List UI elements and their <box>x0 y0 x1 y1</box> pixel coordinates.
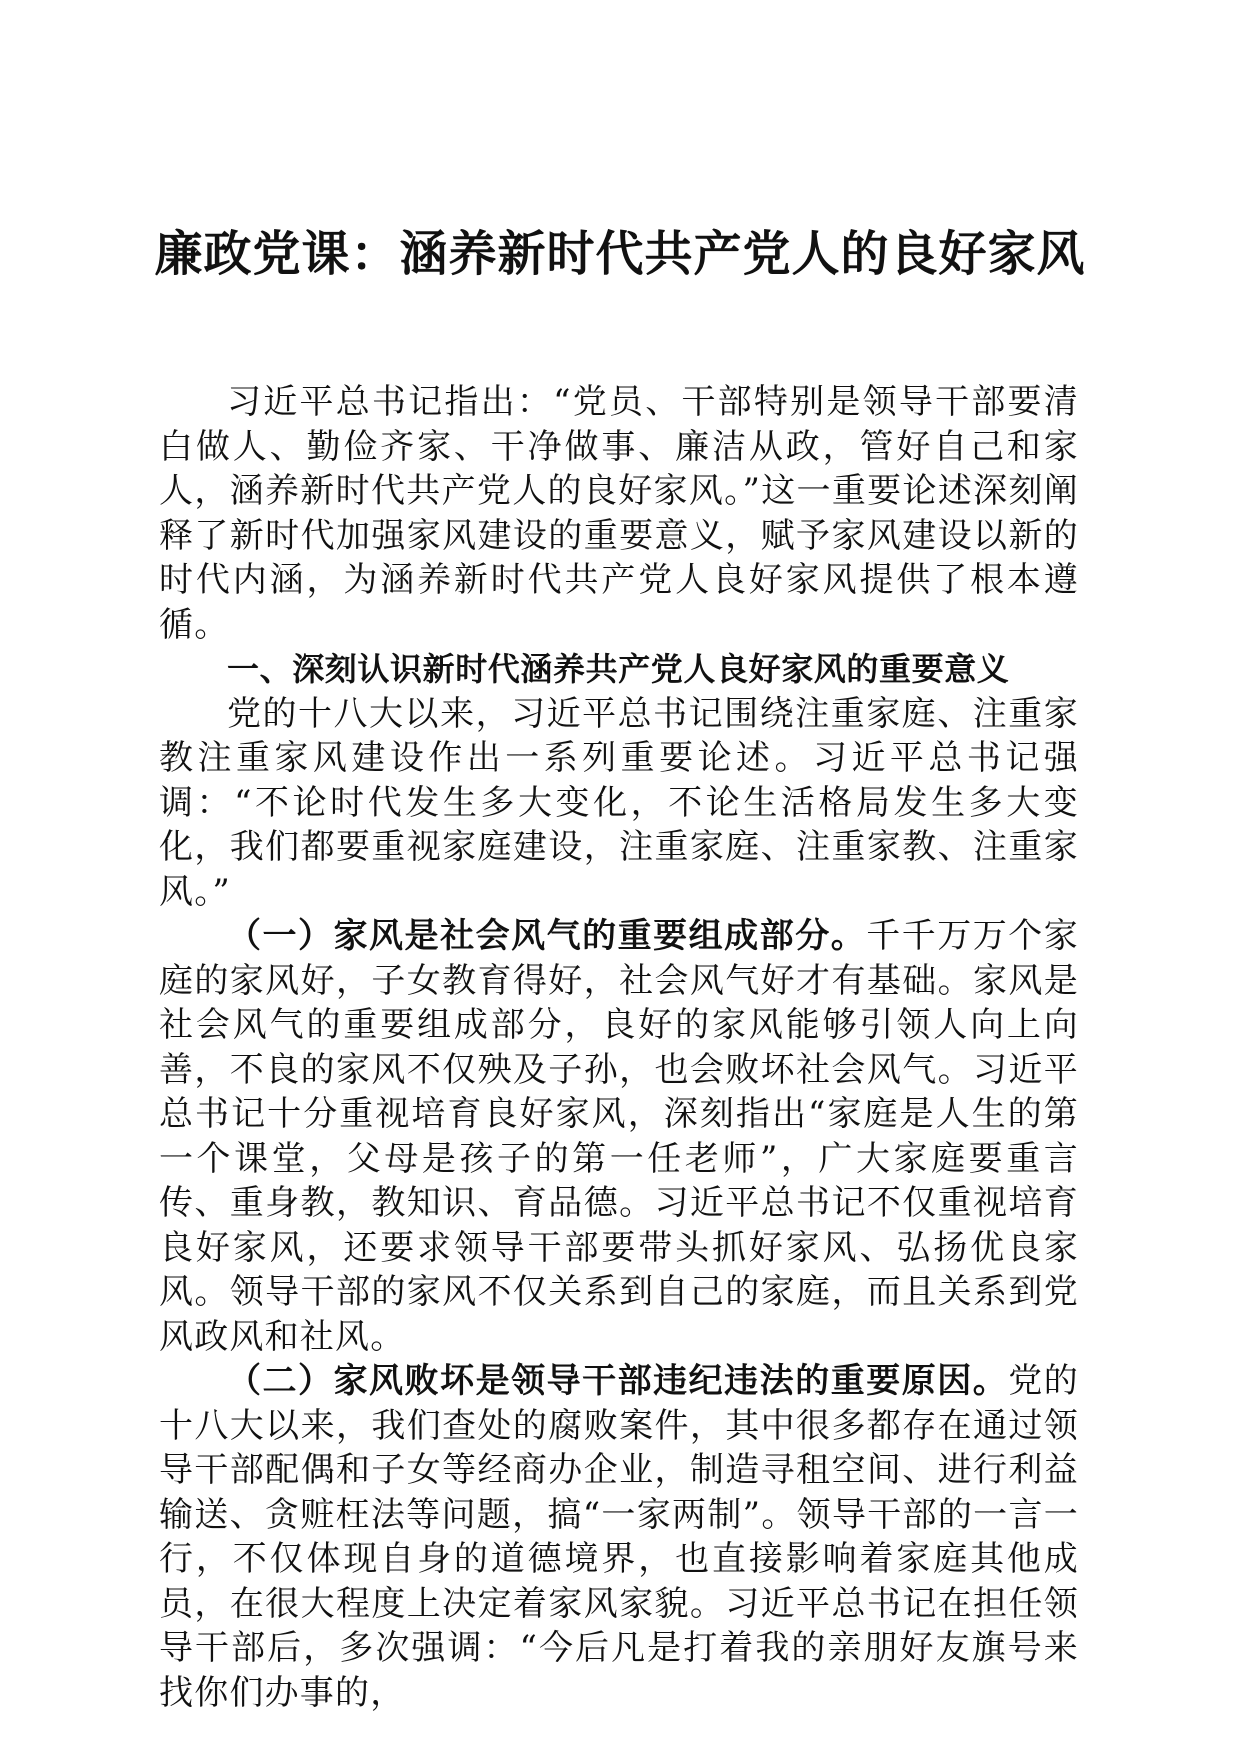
subsection-1-lead: （一）家风是社会风气的重要组成部分。 <box>227 916 867 956</box>
subsection-1-paragraph <box>159 914 1079 1359</box>
subsection-2-lead: （二）家风败坏是领导干部违纪违法的重要原因。 <box>227 1361 1009 1401</box>
section-1-paragraph: 党的十八大以来，习近平总书记围绕注重家庭、注重家教注重家风建设作出一系列重要论述。习近平总书记强调：“不论时代发生多大变化，不论生活格局发生多大变化，我们都要重视家庭建设，注重家庭、注重家教、注重家风。” <box>159 693 1079 912</box>
intro-paragraph: 习近平总书记指出：“党员、干部特别是领导干部要清白做人、勤俭齐家、干净做事、廉洁从政，管好自己和家人，涵养新时代共产党人的良好家风。”这一重要论述深刻阐释了新时代加强家风建设的重要意义，赋予家风建设以新的时代内涵，为涵养新时代共产党人良好家风提供了根本遵循。 <box>159 382 1079 645</box>
subsection-2-paragraph <box>159 1359 1079 1715</box>
subsection-2-text: 党的十八大以来，我们查处的腐败案件，其中很多都存在通过领导干部配偶和子女等经商办企业，制造寻租空间、进行利益输送、贪赃枉法等问题，搞“一家两制”。领导干部的一言一行，不仅体现自身的道德境界，也直接影响着家庭其他成员，在很大程度上决定着家风家貌。习近平总书记在担任领导干部后，多次强调：“今后凡是打着我的亲朋好友旗号来找你们办事的， <box>159 1361 1079 1713</box>
document-body <box>159 380 1079 1715</box>
document-title: 廉政党课：涵养新时代共产党人的良好家风 <box>154 226 1086 282</box>
section-heading-1: 一、深刻认识新时代涵养共产党人良好家风的重要意义 <box>227 650 1010 688</box>
subsection-1-text: 千千万万个家庭的家风好，子女教育得好，社会风气好才有基础。家风是社会风气的重要组成部分，良好的家风能够引领人向上向善，不良的家风不仅殃及子孙，也会败坏社会风气。习近平总书记十分重视培育良好家风，深刻指出“家庭是人生的第一个课堂，父母是孩子的第一任老师”，广大家庭要重言传、重身教，教知识、育品德。习近平总书记不仅重视培育良好家风，还要求领导干部要带头抓好家风、弘扬优良家风。领导干部的家风不仅关系到自己的家庭，而且关系到党风政风和社风。 <box>159 916 1079 1357</box>
